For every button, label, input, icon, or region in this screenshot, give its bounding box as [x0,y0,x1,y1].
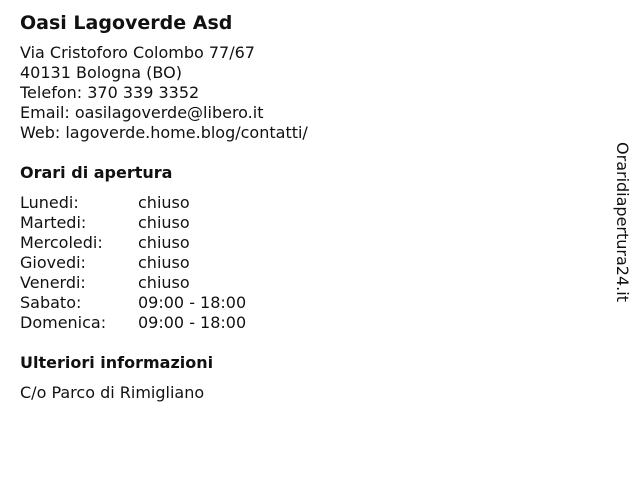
hours-row-monday [20,193,600,213]
hours-day-label: Martedi: [20,213,87,232]
hours-day-label: Domenica: [20,313,107,332]
opening-hours-heading: Orari di apertura [20,163,173,182]
hours-day-label: Sabato: [20,293,82,312]
hours-row-sunday [20,313,600,333]
hours-day-label: Mercoledi: [20,233,103,252]
address-line: Via Cristoforo Colombo 77/67 [20,43,255,62]
more-info-heading: Ulteriori informazioni [20,353,214,372]
hours-row-thursday [20,253,600,273]
hours-value: chiuso [138,193,190,212]
hours-value: 09:00 - 18:00 [138,293,247,312]
hours-value: chiuso [138,213,190,232]
email-line: Email: oasilagoverde@libero.it [20,103,264,122]
hours-day-label: Venerdi: [20,273,86,292]
phone-line: Telefon: 370 339 3352 [20,83,200,102]
business-name: Oasi Lagoverde Asd [20,12,233,34]
hours-row-friday [20,273,600,293]
hours-day-label: Lunedi: [20,193,79,212]
business-card [20,10,600,403]
more-info-text: C/o Parco di Rimigliano [20,383,205,402]
hours-day-label: Giovedi: [20,253,86,272]
opening-hours-table [20,193,600,333]
web-line: Web: lagoverde.home.blog/contatti/ [20,123,308,142]
hours-row-wednesday [20,233,600,253]
hours-value: chiuso [138,233,190,252]
hours-value: chiuso [138,253,190,272]
hours-row-tuesday [20,213,600,233]
hours-value: 09:00 - 18:00 [138,313,247,332]
site-watermark: Oraridiapertura24.it [613,142,632,302]
city-line: 40131 Bologna (BO) [20,63,182,82]
hours-value: chiuso [138,273,190,292]
hours-row-saturday [20,293,600,313]
